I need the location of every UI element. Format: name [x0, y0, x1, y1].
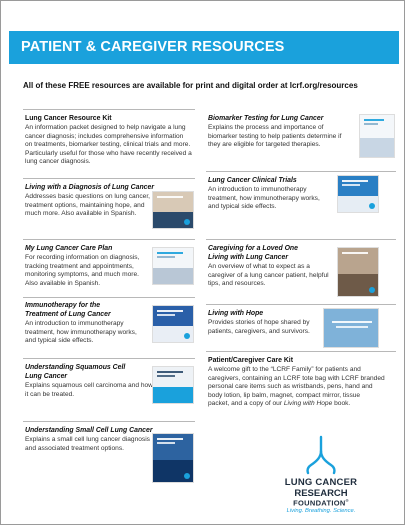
- desc-line: treatment, how immunotherapy works,: [208, 194, 320, 202]
- item-title: Living with a Diagnosis of Lung Cancer: [25, 184, 155, 191]
- desc-line: personal care items such as wristbands, pens, hand and: [208, 383, 373, 391]
- brochure-thumbnail: [152, 247, 194, 285]
- caregiving-item: [208, 244, 343, 289]
- item-title: Caregiving for a Loved One: [208, 245, 298, 252]
- logo-line-2: RESEARCH: [294, 488, 348, 499]
- desc-line: A welcome gift to the “LCRF Family” for patients and: [208, 366, 361, 373]
- brochure-thumbnail: [337, 175, 379, 213]
- brochure-thumbnail: [152, 305, 194, 343]
- care-plan-item: [25, 244, 155, 288]
- desc-line: much more. Also available in Spanish.: [25, 210, 137, 218]
- logo-line-1: LUNG CANCER: [284, 477, 358, 488]
- divider: [23, 358, 195, 359]
- desc-line: An information packet designed to help navigate a lung: [25, 124, 186, 131]
- item-description: [208, 319, 328, 336]
- item-description: [25, 436, 160, 453]
- lungs-logo-icon: [305, 435, 337, 475]
- desc-line: caregiver of a lung cancer patient, helpful: [208, 271, 329, 279]
- page-title: PATIENT & CAREGIVER RESOURCES: [21, 39, 285, 55]
- header-banner: [9, 31, 399, 64]
- divider: [23, 297, 195, 298]
- desc-line: body lotion, lip balm, magnet, compact mirror, tissue: [208, 391, 361, 399]
- brochure-thumbnail: [152, 366, 194, 404]
- item-title-line2: Living with Lung Cancer: [208, 254, 289, 261]
- divider: [23, 421, 195, 422]
- desc-line: Explains squamous cell carcinoma and how: [25, 382, 153, 389]
- desc-line: treatment, how immunotherapy works,: [25, 328, 137, 336]
- desc-line: on treatments, biomarker testing, clinical trials and more.: [25, 141, 191, 149]
- desc-line: treatment options, maintaining hope, and: [25, 201, 145, 209]
- clinical-trials-item: [208, 176, 343, 212]
- book-title: Living with Hope: [283, 400, 333, 408]
- item-title: My Lung Cancer Care Plan: [25, 245, 113, 252]
- divider: [23, 239, 195, 240]
- item-description: [208, 124, 358, 150]
- divider: [206, 304, 396, 305]
- desc-line: monitoring symptoms, and much more.: [25, 271, 139, 279]
- item-title-line2: Lung Cancer: [25, 373, 68, 380]
- desc-line: it can be treated.: [25, 390, 75, 398]
- living-with-hope-item: [208, 309, 328, 336]
- desc-line: Also available in Spanish.: [25, 279, 101, 287]
- desc-line: and typical side effects.: [208, 203, 277, 211]
- item-description: [208, 263, 343, 289]
- desc-line: Particularly useful for those who have recently received a: [25, 149, 192, 157]
- item-title: Patient/Caregiver Care Kit: [208, 357, 294, 364]
- item-title: Immunotherapy for the: [25, 302, 101, 309]
- item-title: Understanding Squamous Cell: [25, 364, 126, 371]
- item-title: Living with Hope: [208, 310, 264, 317]
- item-description: [25, 382, 155, 399]
- divider: [23, 178, 195, 179]
- lcrf-logo: [256, 435, 386, 515]
- small-cell-item: [25, 426, 160, 453]
- item-description: [208, 186, 343, 212]
- logo-line-3: FOUNDATION®: [293, 498, 349, 508]
- item-description: [208, 366, 398, 409]
- desc-line: Explains the process and importance of: [208, 124, 324, 131]
- desc-line: An introduction to immunotherapy: [208, 186, 307, 193]
- divider: [206, 351, 396, 352]
- item-description: [25, 193, 155, 219]
- immunotherapy-item: [25, 301, 155, 346]
- brochure-thumbnail: [152, 191, 194, 229]
- desc-line: and typical side effects.: [25, 337, 94, 345]
- squamous-cell-item: [25, 363, 155, 399]
- desc-line: Addresses basic questions on lung cancer,: [25, 193, 150, 200]
- living-with-diagnosis-item: [25, 183, 155, 219]
- brochure-thumbnail: [359, 114, 395, 158]
- desc-line: they are eligible for targeted therapies.: [208, 141, 321, 149]
- brochure-thumbnail: [337, 247, 379, 297]
- desc-line: Explains a small cell lung cancer diagnosis: [25, 436, 150, 443]
- divider: [206, 239, 396, 240]
- desc-line: patients, caregivers, and survivors.: [208, 327, 310, 335]
- care-kit-item: [208, 356, 398, 409]
- desc-line: Provides stories of hope shared by: [208, 319, 310, 326]
- intro-text: All of these FREE resources are available for print and digital order at lcrf.org/resources: [23, 81, 358, 90]
- desc-line: tips, and resources.: [208, 280, 266, 288]
- desc-line: biomarker testing to help patients determine if: [208, 132, 342, 140]
- desc-line: caregivers, containing an LCRF tote bag with LCRF branded: [208, 374, 385, 382]
- biomarker-testing-item: [208, 114, 358, 150]
- desc-line: An overview of what to expect as a: [208, 263, 310, 270]
- item-description: [25, 320, 155, 346]
- item-title: Lung Cancer Clinical Trials: [208, 177, 297, 184]
- desc-line: packet, and a copy of our Living with Hope book.: [208, 400, 351, 408]
- divider: [23, 109, 195, 110]
- brochure-thumbnail: [323, 308, 379, 348]
- item-title: Biomarker Testing for Lung Cancer: [208, 115, 324, 122]
- desc-line: and associated treatment options.: [25, 444, 124, 452]
- desc-line: cancer diagnosis; includes comprehensive information: [25, 132, 184, 140]
- resource-kit-item: [25, 114, 205, 167]
- desc-line: tracking treatment and appointments,: [25, 262, 134, 270]
- item-title: Lung Cancer Resource Kit: [25, 115, 112, 122]
- divider: [206, 171, 396, 172]
- brochure-thumbnail: [152, 433, 194, 483]
- logo-tagline: Living. Breathing. Science.: [286, 508, 356, 514]
- desc-line: lung cancer diagnosis.: [25, 158, 91, 166]
- desc-line: For recording information on diagnosis,: [25, 254, 140, 261]
- item-title: Understanding Small Cell Lung Cancer: [25, 427, 153, 434]
- item-description: [25, 254, 155, 288]
- item-description: [25, 124, 205, 167]
- item-title-line2: Treatment of Lung Cancer: [25, 311, 111, 318]
- desc-line: An introduction to immunotherapy: [25, 320, 124, 327]
